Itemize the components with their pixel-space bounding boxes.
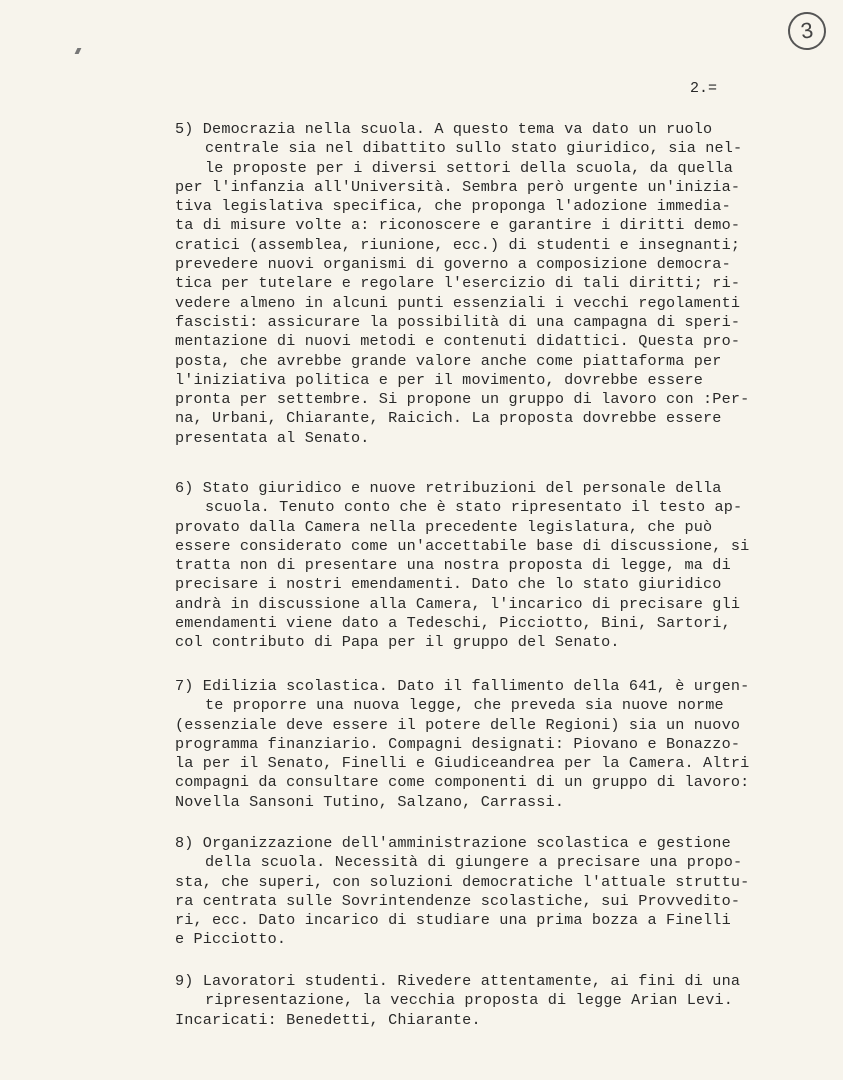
text-line: tica per tutelare e regolare l'esercizio di tali diritti; ri- — [175, 274, 741, 293]
paragraph-democrazia-nella-scuola — [175, 120, 815, 448]
paragraph-stato-giuridico — [175, 479, 815, 653]
text-line: tratta non di presentare una nostra proposta di legge, ma di — [175, 556, 731, 575]
text-line: na, Urbani, Chiarante, Raicich. La proposta dovrebbe essere — [175, 409, 722, 428]
text-line: vedere almeno in alcuni punti essenziali i vecchi regolamenti — [175, 293, 741, 312]
text-line: Novella Sansoni Tutino, Salzano, Carrassi. — [175, 792, 565, 811]
text-line: (essenziale deve essere il potere delle Regioni) sia un nuovo — [175, 715, 741, 734]
text-line: centrale sia nel dibattito sullo stato giuridico, sia nel- — [205, 139, 743, 158]
text-line: compagni da consultare come componenti di un gruppo di lavoro: — [175, 773, 750, 792]
paragraph-lavoratori-studenti — [175, 972, 815, 1030]
text-line: cratici (assemblea, riunione, ecc.) di studenti e insegnanti; — [175, 235, 741, 254]
text-line: le proposte per i diversi settori della scuola, da quella — [205, 158, 734, 177]
text-line: per l'infanzia all'Università. Sembra però urgente un'inizia- — [175, 177, 741, 196]
text-line: 8) Organizzazione dell'amministrazione scolastica e gestione — [175, 834, 731, 852]
text-line: fascisti: assicurare la possibilità di una campagna di speri- — [175, 312, 741, 331]
text-line: emendamenti viene dato a Tedeschi, Picciotto, Bini, Sartori, — [175, 614, 731, 633]
text-line: andrà in discussione alla Camera, l'incarico di precisare gli — [175, 594, 741, 613]
text-line: posta, che avrebbe grande valore anche come piattaforma per — [175, 351, 722, 370]
text-line: te proporre una nuova legge, che preveda sia nuove norme — [205, 696, 724, 715]
text-line: tiva legislativa specifica, che proponga l'adozione immedia- — [175, 197, 731, 216]
text-line: ri, ecc. Dato incarico di studiare una prima bozza a Finelli — [175, 911, 731, 930]
text-line: Incaricati: Benedetti, Chiarante. — [175, 1010, 481, 1029]
text-line: la per il Senato, Finelli e Giudiceandrea per la Camera. Altri — [175, 754, 750, 773]
text-line: ta di misure volte a: riconoscere e garantire i diritti demo- — [175, 216, 741, 235]
text-line: e Picciotto. — [175, 930, 287, 949]
text-line: col contributo di Papa per il gruppo del Senato. — [175, 633, 620, 652]
text-line: essere considerato come un'accettabile base di discussione, si — [175, 536, 750, 555]
page-stamp: 3 — [786, 10, 829, 53]
text-line: prevedere nuovi organismi di governo a composizione democra- — [175, 255, 731, 274]
text-line: precisare i nostri emendamenti. Dato che lo stato giuridico — [175, 575, 722, 594]
text-line: sta, che superi, con soluzioni democratiche l'attuale struttu- — [175, 872, 750, 891]
paragraph-edilizia-scolastica — [175, 677, 815, 812]
page-number: 2.= — [690, 80, 718, 97]
text-line: 5) Democrazia nella scuola. A questo tema va dato un ruolo — [175, 120, 713, 138]
text-line: mentazione di nuovi metodi e contenuti didattici. Questa pro- — [175, 332, 741, 351]
text-line: pronta per settembre. Si propone un gruppo di lavoro con :Per- — [175, 390, 750, 409]
text-line: presentata al Senato. — [175, 428, 370, 447]
text-line: della scuola. Necessità di giungere a precisare una propo- — [205, 853, 743, 872]
text-line: 9) Lavoratori studenti. Rivedere attentamente, ai fini di una — [175, 972, 741, 990]
text-line: 6) Stato giuridico e nuove retribuzioni del personale della — [175, 479, 722, 497]
pen-mark — [75, 48, 82, 54]
text-line: scuola. Tenuto conto che è stato ripresentato il testo ap- — [205, 498, 743, 517]
text-line: ripresentazione, la vecchia proposta di legge Arian Levi. — [205, 991, 734, 1010]
paragraph-organizzazione-amministrazione — [175, 834, 815, 950]
text-line: ra centrata sulle Sovrintendenze scolastiche, sui Provvedito- — [175, 891, 741, 910]
text-line: programma finanziario. Compagni designati: Piovano e Bonazzo- — [175, 734, 741, 753]
text-line: provato dalla Camera nella precedente legislatura, che può — [175, 517, 713, 536]
text-line: 7) Edilizia scolastica. Dato il fallimento della 641, è urgen- — [175, 677, 750, 695]
text-line: l'iniziativa politica e per il movimento, dovrebbe essere — [175, 370, 704, 389]
